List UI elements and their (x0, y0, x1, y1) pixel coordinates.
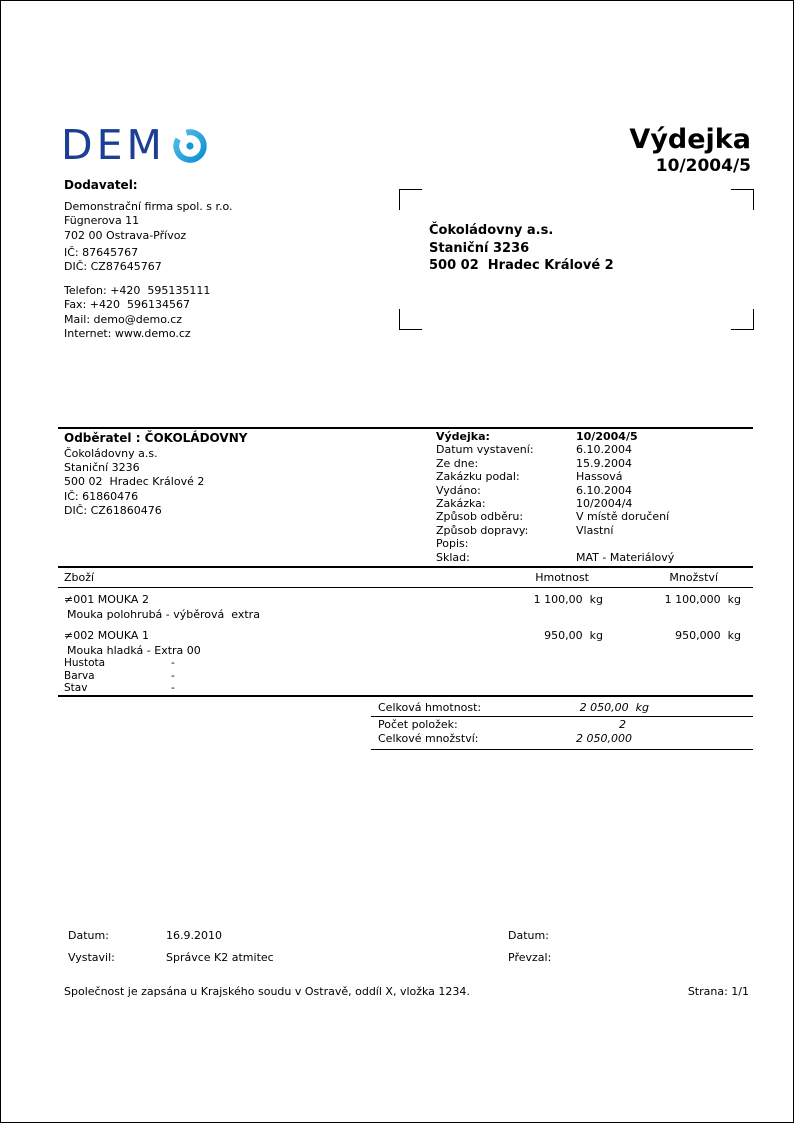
detail-value: 6.10.2004 (576, 443, 632, 457)
detail-value: 15.9.2004 (576, 456, 632, 470)
item-weight: 1 100,00 kg (533, 593, 603, 606)
shipping-address-name: Čokoládovny a.s. (429, 223, 554, 238)
customer-city: 500 02 Hradec Králové 2 (64, 475, 205, 489)
item-attribute-value: - (171, 657, 175, 669)
document-header (629, 125, 751, 176)
shipping-address (429, 222, 614, 275)
item-quantity: 950,000 kg (675, 629, 741, 642)
total-weight-label: Celková hmotnost: (378, 701, 482, 714)
supplier-heading: Dodavatel: (64, 178, 138, 192)
detail-label: Způsob dopravy: (436, 523, 529, 537)
detail-label: Zakázka: (436, 496, 486, 510)
detail-row-order-by (436, 470, 753, 483)
document-number: 10/2004/5 (655, 156, 751, 176)
detail-value: MAT - Materiálový (576, 550, 675, 564)
item-code: ≠001 MOUKA 2 (64, 593, 149, 606)
customer-ic: IČ: 61860476 (64, 489, 139, 503)
supplier-contacts (64, 284, 210, 342)
detail-label: Výdejka: (436, 430, 490, 443)
supplier-address (64, 200, 233, 243)
table-header-rule (58, 587, 753, 588)
customer-name: Čokoládovny a.s. (64, 447, 158, 460)
received-by-label: Převzal: (508, 951, 552, 964)
customer-heading: Odběratel : ČOKOLÁDOVNY (64, 431, 248, 445)
total-weight-value: 2 050,00 kg (579, 701, 649, 714)
detail-row-document-number (436, 430, 753, 443)
page-title: Výdejka (629, 124, 751, 155)
demo-logo (61, 121, 209, 169)
signature-date-label-left: Datum: (68, 929, 109, 942)
document-details (436, 430, 753, 564)
detail-row-from-date (436, 457, 753, 470)
address-window-corner-bottom-right (731, 309, 754, 330)
item-attribute-name: Stav (64, 682, 88, 694)
column-header-goods: Zboží (64, 571, 95, 584)
shipping-address-street: Staniční 3236 (429, 240, 530, 256)
page-number: Strana: 1/1 (687, 985, 749, 998)
detail-row-issued (436, 484, 753, 497)
supplier-ic: IČ: 87645767 (64, 246, 139, 259)
column-header-quantity: Množství (669, 571, 718, 584)
item-attribute-name: Barva (64, 670, 95, 682)
detail-label: Zakázku podal: (436, 470, 520, 484)
item-description: Mouka hladká - Extra 00 (67, 644, 201, 657)
detail-row-order (436, 497, 753, 510)
detail-value: 10/2004/4 (576, 496, 633, 510)
table-bottom-rule (58, 695, 753, 697)
item-description: Mouka polohrubá - výběrová extra (67, 608, 260, 621)
detail-label: Datum vystavení: (436, 443, 534, 457)
column-header-weight: Hmotnost (535, 571, 589, 584)
supplier-dic: DIČ: CZ87645767 (64, 260, 162, 274)
detail-label: Ze dne: (436, 456, 479, 470)
item-attribute-name: Hustota (64, 657, 106, 669)
total-quantity-value: 2 050,000 (576, 732, 632, 745)
supplier-internet: Internet: www.demo.cz (64, 327, 191, 341)
detail-value: Vlastní (576, 523, 614, 537)
detail-value: 10/2004/5 (576, 430, 638, 443)
issued-by-value: Správce K2 atmitec (166, 951, 274, 964)
table-top-rule (58, 566, 753, 568)
item-code: ≠002 MOUKA 1 (64, 629, 149, 642)
totals-rule-2 (371, 749, 753, 750)
item-count-value: 2 (619, 718, 626, 731)
supplier-mail: Mail: demo@demo.cz (64, 312, 183, 326)
item-weight: 950,00 kg (544, 629, 603, 642)
detail-row-description (436, 537, 753, 550)
supplier-address-line: 702 00 Ostrava-Přívoz (64, 228, 187, 242)
customer-dic: DIČ: CZ61860476 (64, 503, 162, 517)
detail-row-pickup-method (436, 510, 753, 523)
address-window-corner-top-right (731, 189, 754, 210)
shipping-address-city: 500 02 Hradec Králové 2 (429, 258, 614, 273)
supplier-fax: Fax: +420 596134567 (64, 298, 190, 312)
item-quantity: 1 100,000 kg (664, 593, 741, 606)
supplier-address-line: Fügnerova 11 (64, 214, 140, 228)
totals-rule-1 (371, 716, 753, 717)
supplier-registration-ids (64, 246, 162, 275)
detail-row-warehouse (436, 551, 753, 564)
section-divider-top (58, 427, 753, 429)
total-quantity-label: Celkové množství: (378, 732, 479, 745)
detail-label: Způsob odběru: (436, 510, 524, 524)
company-registration-note: Společnost je zapsána u Krajského soudu v Ostravě, oddíl X, vložka 1234. (64, 985, 470, 998)
logo-circle-icon (171, 127, 209, 165)
detail-value: 6.10.2004 (576, 483, 632, 497)
item-attribute-value: - (171, 670, 175, 682)
detail-value: Hassová (576, 470, 623, 484)
customer-address (64, 447, 204, 518)
supplier-address-line: Demonstrační firma spol. s r.o. (64, 200, 233, 213)
customer-street: Staniční 3236 (64, 461, 140, 475)
detail-value: V místě doručení (576, 510, 670, 524)
detail-label: Popis: (436, 537, 469, 551)
detail-label: Vydáno: (436, 483, 481, 497)
signature-date-value-left: 16.9.2010 (166, 929, 222, 942)
detail-label: Sklad: (436, 550, 470, 564)
detail-row-transport-method (436, 524, 753, 537)
detail-row-issue-date (436, 443, 753, 456)
item-attribute-value: - (171, 682, 175, 694)
signature-date-label-right: Datum: (508, 929, 549, 942)
logo-text: DEM (61, 121, 166, 169)
item-count-label: Počet položek: (378, 718, 458, 731)
supplier-phone: Telefon: +420 595135111 (64, 284, 211, 297)
issued-by-label: Vystavil: (68, 951, 115, 964)
address-window-corner-bottom-left (399, 309, 422, 330)
address-window-corner-top-left (399, 189, 422, 210)
